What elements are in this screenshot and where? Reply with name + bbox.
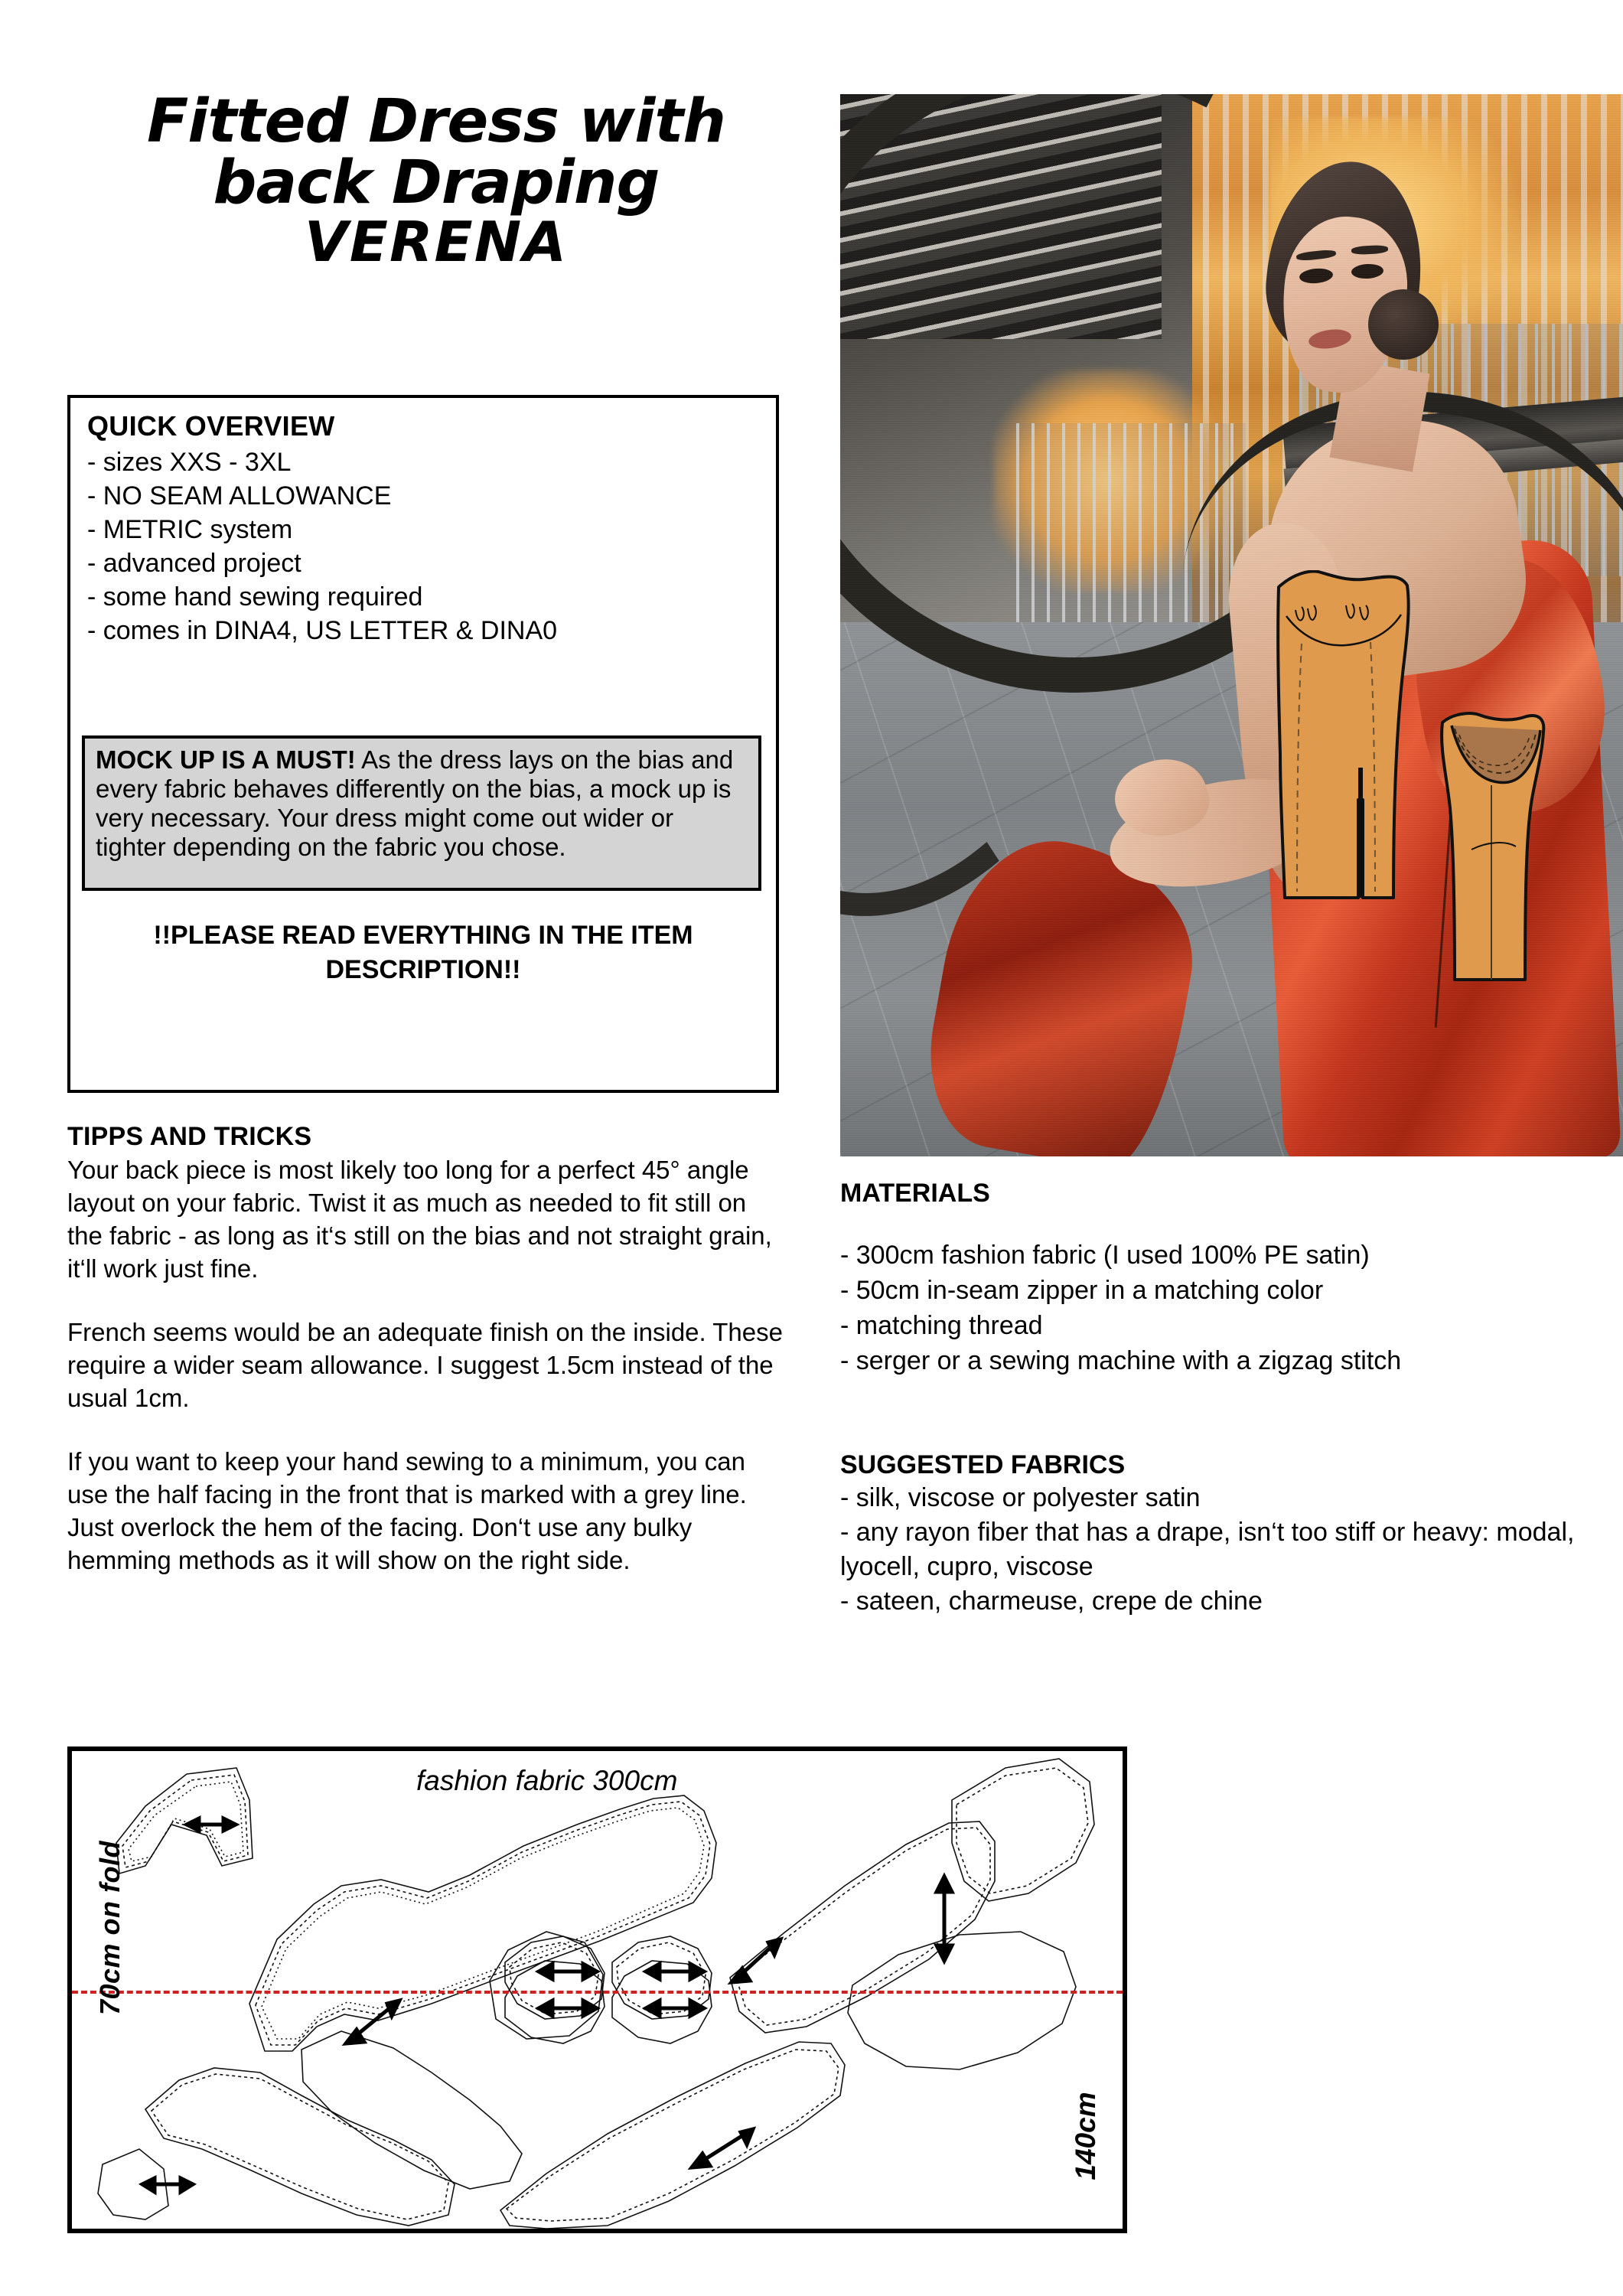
- quick-overview-heading: QUICK OVERVIEW: [87, 410, 335, 442]
- fabric-width-label: 140cm: [1070, 2092, 1101, 2180]
- list-item: - NO SEAM ALLOWANCE: [87, 481, 392, 510]
- tipps-paragraph-3: If you want to keep your hand sewing to a minimum, you can use the half facing in the front that is marked with a grey line. Just overlock the hem of the facing. Don‘t use any bulky hemming methods as it will show on the right side.: [67, 1447, 747, 1574]
- materials-list: [840, 1238, 1598, 1378]
- model-photo: [840, 94, 1623, 1156]
- fabric-length-label: fashion fabric 300cm: [416, 1765, 678, 1796]
- grain-arrow: [539, 2001, 597, 2016]
- materials-section: [840, 1179, 1598, 1378]
- list-item: - matching thread: [840, 1311, 1043, 1340]
- list-item: - serger or a sewing machine with a zigzag stitch: [840, 1346, 1402, 1375]
- suggested-fabrics-list: [840, 1481, 1598, 1619]
- list-item: - METRIC system: [87, 515, 293, 544]
- pattern-pieces-diagram: [72, 1751, 1123, 2229]
- materials-heading: MATERIALS: [840, 1179, 990, 1208]
- suggested-fabrics-heading: SUGGESTED FABRICS: [840, 1450, 1126, 1479]
- tipps-paragraph-1: Your back piece is most likely too long for a perfect 45° angle layout on your fabric. Twist it as much as needed to fit still on the fabric - as long as it‘s still on the bias and not straight grain, it‘ll work just fine.: [67, 1156, 772, 1283]
- suggested-fabrics-section: [840, 1450, 1598, 1619]
- grain-arrow: [732, 1939, 781, 1982]
- title-line-3: VERENA: [304, 210, 569, 274]
- mockup-warning-bold: MOCK UP IS A MUST!: [96, 745, 356, 774]
- mockup-warning-body: As the dress lays on the bias and every fabric behaves differently on the bias, a mock up is very necessary. Your dress might come out wider or tighter depending on the fabric you chose.: [96, 745, 734, 861]
- list-item: - some hand sewing required: [87, 582, 423, 612]
- mockup-warning-box: [82, 735, 761, 891]
- grain-arrow: [142, 2178, 193, 2192]
- quick-overview-box: [67, 395, 779, 1093]
- title-line-1: Fitted Dress with: [146, 87, 726, 156]
- flat-back-svg: [1435, 712, 1550, 983]
- cutting-layout-box: [67, 1746, 1127, 2233]
- quick-overview-list: [87, 445, 761, 647]
- technical-flat-back: [1435, 712, 1550, 983]
- list-item: - 300cm fashion fabric (I used 100% PE satin): [840, 1241, 1370, 1270]
- list-item: - sateen, charmeuse, crepe de chine: [840, 1587, 1263, 1616]
- page-title: [54, 87, 819, 274]
- grain-arrow: [187, 1818, 236, 1831]
- photo-model-hair-bun: [1368, 289, 1439, 360]
- list-item: - any rayon fiber that has a drape, isn‘t too stiff or heavy: modal, lyocell, cupro, viscose: [840, 1518, 1575, 1581]
- grain-arrow: [646, 2001, 704, 2016]
- list-item: - advanced project: [87, 549, 301, 578]
- grain-arrow: [937, 1877, 952, 1961]
- tipps-heading: TIPPS AND TRICKS: [67, 1122, 312, 1151]
- list-item: - comes in DINA4, US LETTER & DINA0: [87, 616, 558, 645]
- grain-arrow: [539, 1964, 597, 1979]
- tipps-and-tricks-section: [67, 1122, 787, 1577]
- flat-front-svg: [1273, 570, 1418, 903]
- please-read-notice: !!PLEASE READ EVERYTHING IN THE ITEM DESCRIPTION!!: [153, 921, 693, 984]
- list-item: - sizes XXS - 3XL: [87, 448, 292, 477]
- grain-arrow: [692, 2129, 753, 2167]
- mockup-warning-text: [96, 745, 746, 862]
- list-item: - 50cm in-seam zipper in a matching color: [840, 1276, 1324, 1305]
- grain-arrow: [646, 1964, 704, 1979]
- title-line-2: back Draping: [213, 148, 660, 217]
- fabric-fold-line: [72, 1991, 1123, 1994]
- fold-dimension-label: 70cm on fold: [94, 1840, 125, 2016]
- technical-flat-front: [1273, 570, 1418, 903]
- list-item: - silk, viscose or polyester satin: [840, 1483, 1201, 1512]
- tipps-paragraph-2: French seems would be an adequate finish on the inside. These require a wider seam allowance. I suggest 1.5cm instead of the usual 1cm.: [67, 1318, 783, 1412]
